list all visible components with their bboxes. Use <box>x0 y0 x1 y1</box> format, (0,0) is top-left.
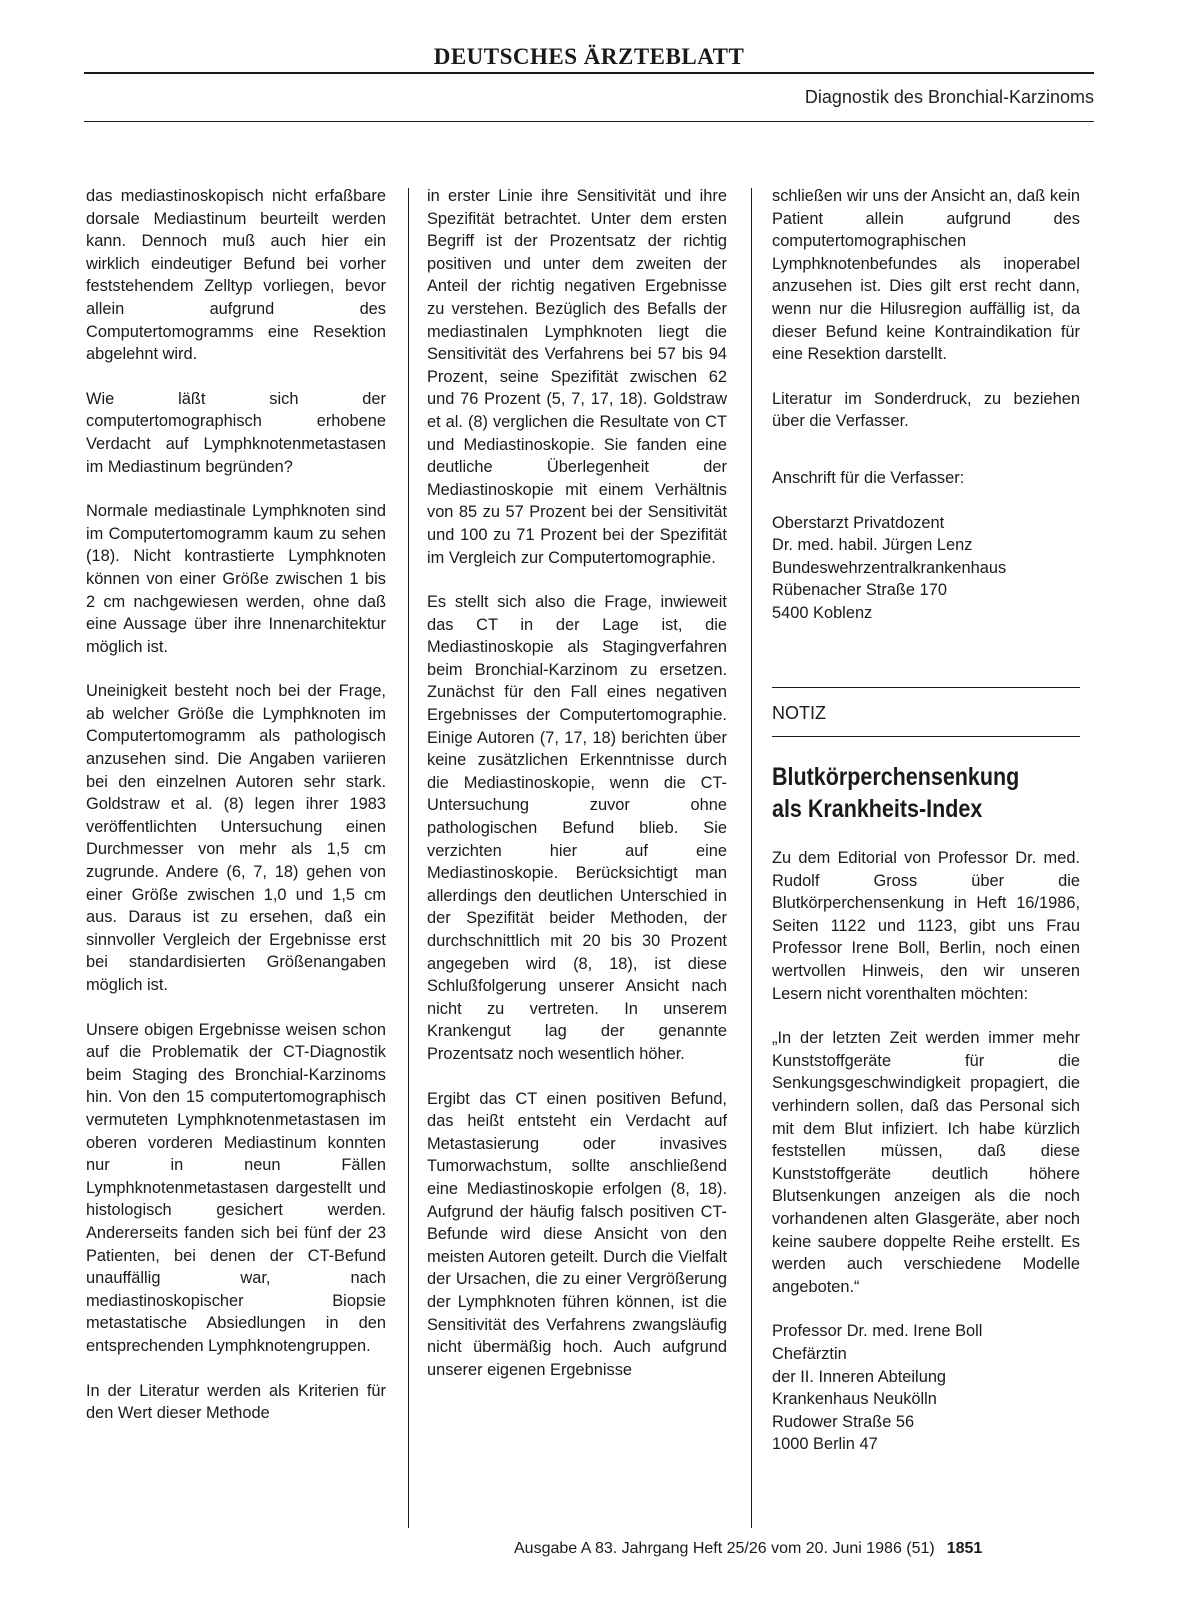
signature-block <box>772 1320 1080 1456</box>
paragraph: Uneinigkeit besteht noch bei der Frage, ab welcher Größe die Lymphknoten im Computertomogramm als pathologisch anzusehen sind. Die Angaben variieren bei den einzelnen Autoren sehr stark. Goldstraw et al. (8) legen ihrer 1983 veröffentlichten Untersuchung einen Durchmesser von mehr als 1,5 cm zugrunde. Andere (6, 7, 18) gehen von einer Größe zwischen 1,0 und 1,5 cm aus. Daraus ist zu ersehen, daß ein sinnvoller Vergleich der Ergebnisse erst bei standardisierten Größenangaben möglich ist. <box>86 682 386 994</box>
paragraph: Normale mediastinale Lymphknoten sind im Computertomogramm kaum zu sehen (18). Nicht kontrastierte Lymphknoten können von einer Größe zwischen 1 bis 2 cm nachgewiesen werden, ohne daß eine Aussage über ihre Innenarchitektur möglich ist. <box>86 502 386 656</box>
column-3 <box>772 185 1080 1456</box>
paragraph: in erster Linie ihre Sensitivität und ihre Spezifität betrachtet. Unter dem ersten Begriff ist der Prozentsatz der richtig positiven und unter dem zweiten der Anteil der richtig negativen Ergebnisse zu verstehen. Bezüglich des Befalls der mediastinalen Lymphknoten liegt die Sensitivität des Verfahrens bei 57 bis 94 Prozent, seine Spezifität zwischen 62 und 76 Prozent (5, 7, 17, 18). Goldstraw et al. (8) verglichen die Resultate von CT und Mediastinoskopie. Sie fanden eine deutliche Überlegenheit der Mediastinoskopie mit einem Verhältnis von 85 zu 57 Prozent bei der Sensitivität und 100 zu 71 Prozent bei der Spezifität im Vergleich zur Computertomographie. <box>427 187 727 567</box>
signature-line: Krankenhaus Neukölln <box>772 1390 937 1409</box>
paragraph: Unsere obigen Ergebnisse weisen schon auf die Problematik der CT-Diagnostik beim Staging des Bronchial-Karzinoms hin. Von den 15 computertomographisch vermuteten Lymphknotenmetastasen im oberen vorderen Mediastinum konnten nur in neun Fällen Lymphknotenmetastasen dargestellt und histologisch gesichert werden. Andererseits fanden sich bei fünf der 23 Patienten, bei denen der CT-Befund unauffällig war, nach mediastinoskopischer Biopsie metastatische Absiedlungen in den entsprechenden Lymphknotengruppen. <box>86 1020 386 1355</box>
signature-line: Professor Dr. med. Irene Boll <box>772 1322 983 1341</box>
section-title: Diagnostik des Bronchial-Karzinoms <box>804 87 1094 107</box>
paragraph: Literatur im Sonderdruck, zu beziehen über die Verfasser. <box>772 389 1080 431</box>
headline-line: Blutkörperchensenkung <box>772 763 1020 792</box>
paragraph: das mediastinoskopisch nicht erfaßbare dorsale Mediastinum beurteilt werden kann. Dennoch muß auch hier ein wirklich eindeutiger Befund bei vorher feststehendem Zelltyp vorliegen, bevor allein aufgrund des Computertomogramms eine Resektion abgelehnt wird. <box>86 187 386 364</box>
column-divider <box>751 188 752 1528</box>
paragraph: In der Literatur werden als Kriterien für den Wert dieser Methode <box>86 1381 386 1423</box>
notiz-rule <box>772 736 1080 737</box>
address-line: Oberstarzt Privatdozent <box>772 513 945 532</box>
address-line: Rübenacher Straße 170 <box>772 581 947 600</box>
paragraph: schließen wir uns der Ansicht an, daß kein Patient allein aufgrund des computertomographischen Lymphknotenbefundes als inoperabel anzusehen ist. Dies gilt erst recht dann, wenn nur die Hilusregion auffällig ist, da dieser Befund keine Kontraindikation für eine Resektion darstellt. <box>772 187 1080 364</box>
author-address <box>772 512 1080 625</box>
signature-line: der II. Inneren Abteilung <box>772 1367 947 1386</box>
signature-line: Rudower Straße 56 <box>772 1412 915 1431</box>
header-rule-bottom <box>84 121 1094 122</box>
paragraph: Es stellt sich also die Frage, inwieweit das CT in der Lage ist, die Mediastinoskopie als Stagingverfahren beim Bronchial-Karzinom zu ersetzen. Zunächst für den Fall eines negativen Ergebnisses der Computertomographie. Einige Autoren (7, 17, 18) berichten über keine zusätzlichen Erkenntnisse durch die Mediastinoskopie, wenn die CT-Untersuchung zuvor ohne pathologischen Befund blieb. Sie verzichten hier auf eine Mediastinoskopie. Berücksichtigt man allerdings den deutlichen Unterschied in der Spezifität beider Methoden, der durchschnittlich mit 20 bis 30 Prozent angegeben wird (8, 18), ist diese Schlußfolgerung unserer Ansicht nach nicht zu vertreten. In unserem Krankengut lag der genannte Prozentsatz noch wesentlich höher. <box>427 593 727 1063</box>
issue-info: Ausgabe A 83. Jahrgang Heft 25/26 vom 20. Juni 1986 (51) <box>514 1540 935 1557</box>
paragraph: Zu dem Editorial von Professor Dr. med. Rudolf Gross über die Blutkörperchensenkung in Heft 16/1986, Seiten 1122 und 1123, gibt uns Frau Professor Irene Boll, Berlin, noch einen wertvollen Hinweis, den wir unseren Lesern nicht vorenthalten möchten: <box>772 849 1080 1003</box>
paragraph: Ergibt das CT einen positiven Befund, das heißt entsteht ein Verdacht auf Metastasierung oder invasives Tumorwachstum, sollte anschließend eine Mediastinoskopie erfolgen (8, 18). Aufgrund der häufig falsch positiven CT-Befunde wird diese Ansicht von den meisten Autoren geteilt. Durch die Vielfalt der Ursachen, die zu einer Vergrößerung der Lymphknoten führen können, ist die Sensitivität des Verfahrens zwangsläufig nicht übermäßig hoch. Auch aufgrund unserer eigenen Ergebnisse <box>427 1089 727 1379</box>
column-2 <box>427 185 727 1403</box>
signature-line: 1000 Berlin 47 <box>772 1435 878 1454</box>
page-number: 1851 <box>946 1540 983 1557</box>
column-divider <box>408 188 409 1528</box>
header-rule-top <box>84 72 1094 74</box>
notiz-label: NOTIZ <box>772 702 826 723</box>
headline-line: als Krankheits-Index <box>772 795 983 824</box>
notiz-rule <box>772 687 1080 688</box>
article-headline <box>772 761 1037 825</box>
masthead: DEUTSCHES ÄRZTEBLATT <box>433 44 745 69</box>
column-1 <box>86 185 386 1447</box>
address-line: Dr. med. habil. Jürgen Lenz <box>772 536 973 555</box>
address-line: Bundeswehrzentralkrankenhaus <box>772 558 1007 577</box>
page-footer <box>514 1540 982 1558</box>
address-line: 5400 Koblenz <box>772 603 873 622</box>
signature-line: Chefärztin <box>772 1344 847 1363</box>
address-label: Anschrift für die Verfasser: <box>772 468 965 487</box>
paragraph: Wie läßt sich der computertomographisch erhobene Verdacht auf Lymphknotenmetastasen im Mediastinum begründen? <box>86 389 386 476</box>
quote: „In der letzten Zeit werden immer mehr Kunststoffgeräte für die Senkungsgeschwindigkeit propagiert, die verhindern sollen, daß das Personal sich mit dem Blut infiziert. Ich habe kürzlich feststellen müssen, daß diese Kunststoffgeräte deutlich höhere Blutsenkungen anzeigen als die noch vorhandenen alten Glasgeräte, aber noch keine saubere doppelte Reihe erstellt. Es werden auch verschiedene Modelle angeboten.“ <box>772 1029 1080 1296</box>
